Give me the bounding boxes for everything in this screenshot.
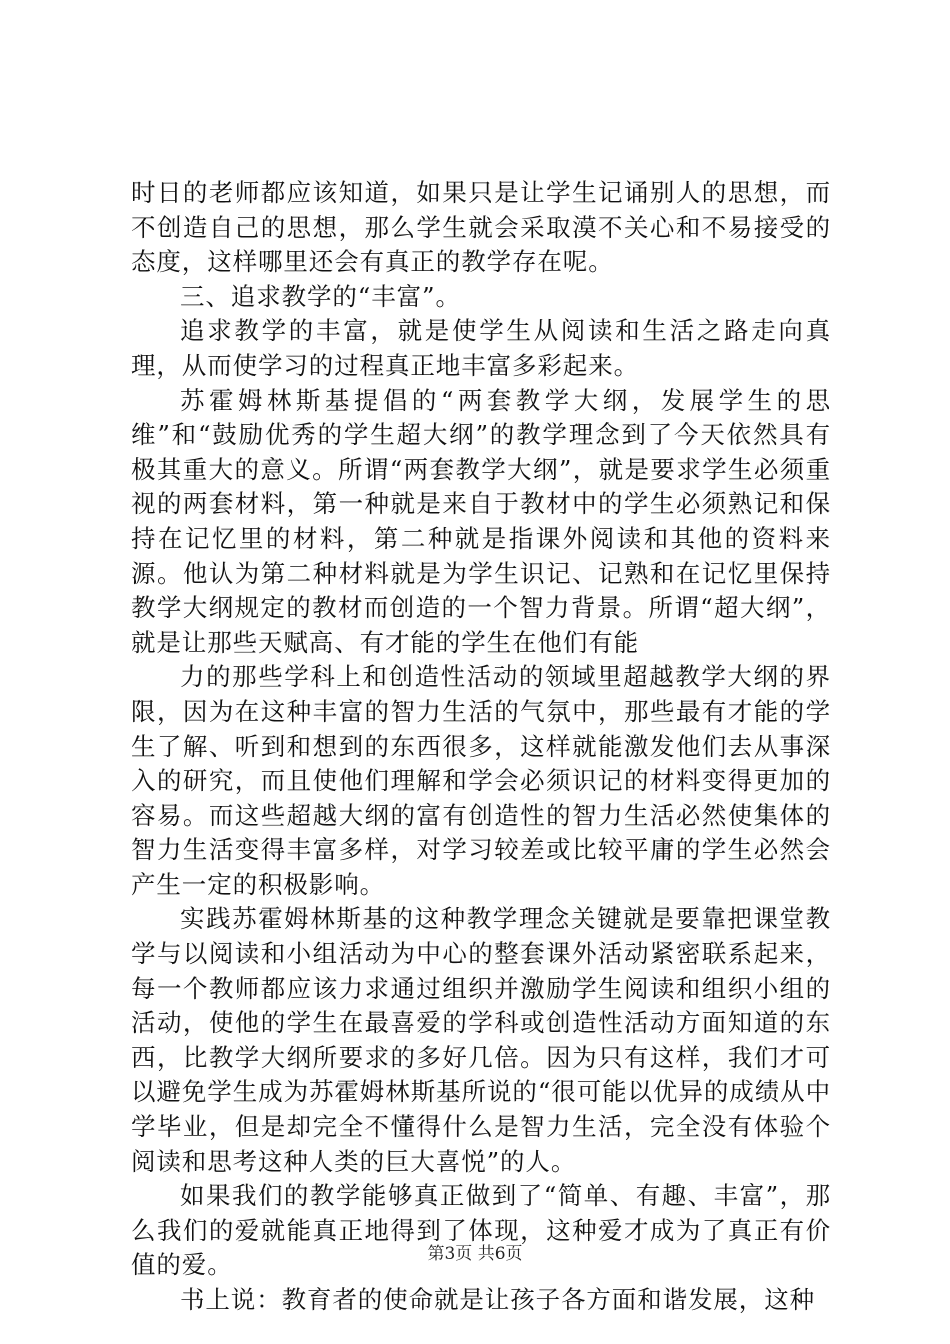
paragraph-7: 书上说：教育者的使命就是让孩子各方面和谐发展，这种 <box>180 1285 815 1314</box>
paragraph-1: 时日的老师都应该知道，如果只是让学生记诵别人的思想，而不创造自己的思想，那么学生就会采取漠不关心和不易接受的态度，这样哪里还会有真正的教学存在呢。 <box>131 178 831 277</box>
paragraph-4: 力的那些学科上和创造性活动的领域里超越教学大纲的界限，因为在这种丰富的智力生活的气氛中，那些最有才能的学生了解、听到和想到的东西很多，这样就能激发他们去从事深入的研究，而且使他们理解和学会必须识记的材料变得更加的容易。而这些超越大纲的富有创造性的智力生活必然使集体的智力生活变得丰富多样，对学习较差或比较平庸的学生必然会产生一定的积极影响。 <box>131 662 831 899</box>
section-heading-3: 三、追求教学的“丰富”。 <box>180 281 461 311</box>
paragraph-6: 如果我们的教学能够真正做到了“简单、有趣、丰富”，那么我们的爱就能真正地得到了体现，这种爱才成为了真正有价值的爱。 <box>131 1181 831 1280</box>
paragraph-5: 实践苏霍姆林斯基的这种教学理念关键就是要靠把课堂教学与以阅读和小组活动为中心的整套课外活动紧密联系起来，每一个教师都应该力求通过组织并激励学生阅读和组织小组的活动，使他的学生在最喜爱的学科或创造性活动方面知道的东西，比教学大纲所要求的多好几倍。因为只有这样，我们才可以避免学生成为苏霍姆林斯基所说的“很可能以优异的成绩从中学毕业，但是却完全不懂得什么是智力生活，完全没有体验个阅读和思考这种人类的巨大喜悦”的人。 <box>131 904 831 1176</box>
paragraph-3: 苏霍姆林斯基提倡的“两套教学大纲，发展学生的思维”和“鼓励优秀的学生超大纲”的教学理念到了今天依然具有极其重大的意义。所谓“两套教学大纲”，就是要求学生必须重视的两套材料，第一种就是来自于教材中的学生必须熟记和保持在记忆里的材料，第二种就是指课外阅读和其他的资料来源。他认为第二种材料就是为学生识记、记熟和在记忆里保持教学大纲规定的教材而创造的一个智力背景。所谓“超大纲”，就是让那些天赋高、有才能的学生在他们有能 <box>131 385 831 657</box>
document-body <box>131 176 831 1318</box>
page-number-footer: 第3页 共6页 <box>427 1244 523 1264</box>
paragraph-2: 追求教学的丰富，就是使学生从阅读和生活之路走向真理，从而使学习的过程真正地丰富多彩起来。 <box>131 316 831 380</box>
